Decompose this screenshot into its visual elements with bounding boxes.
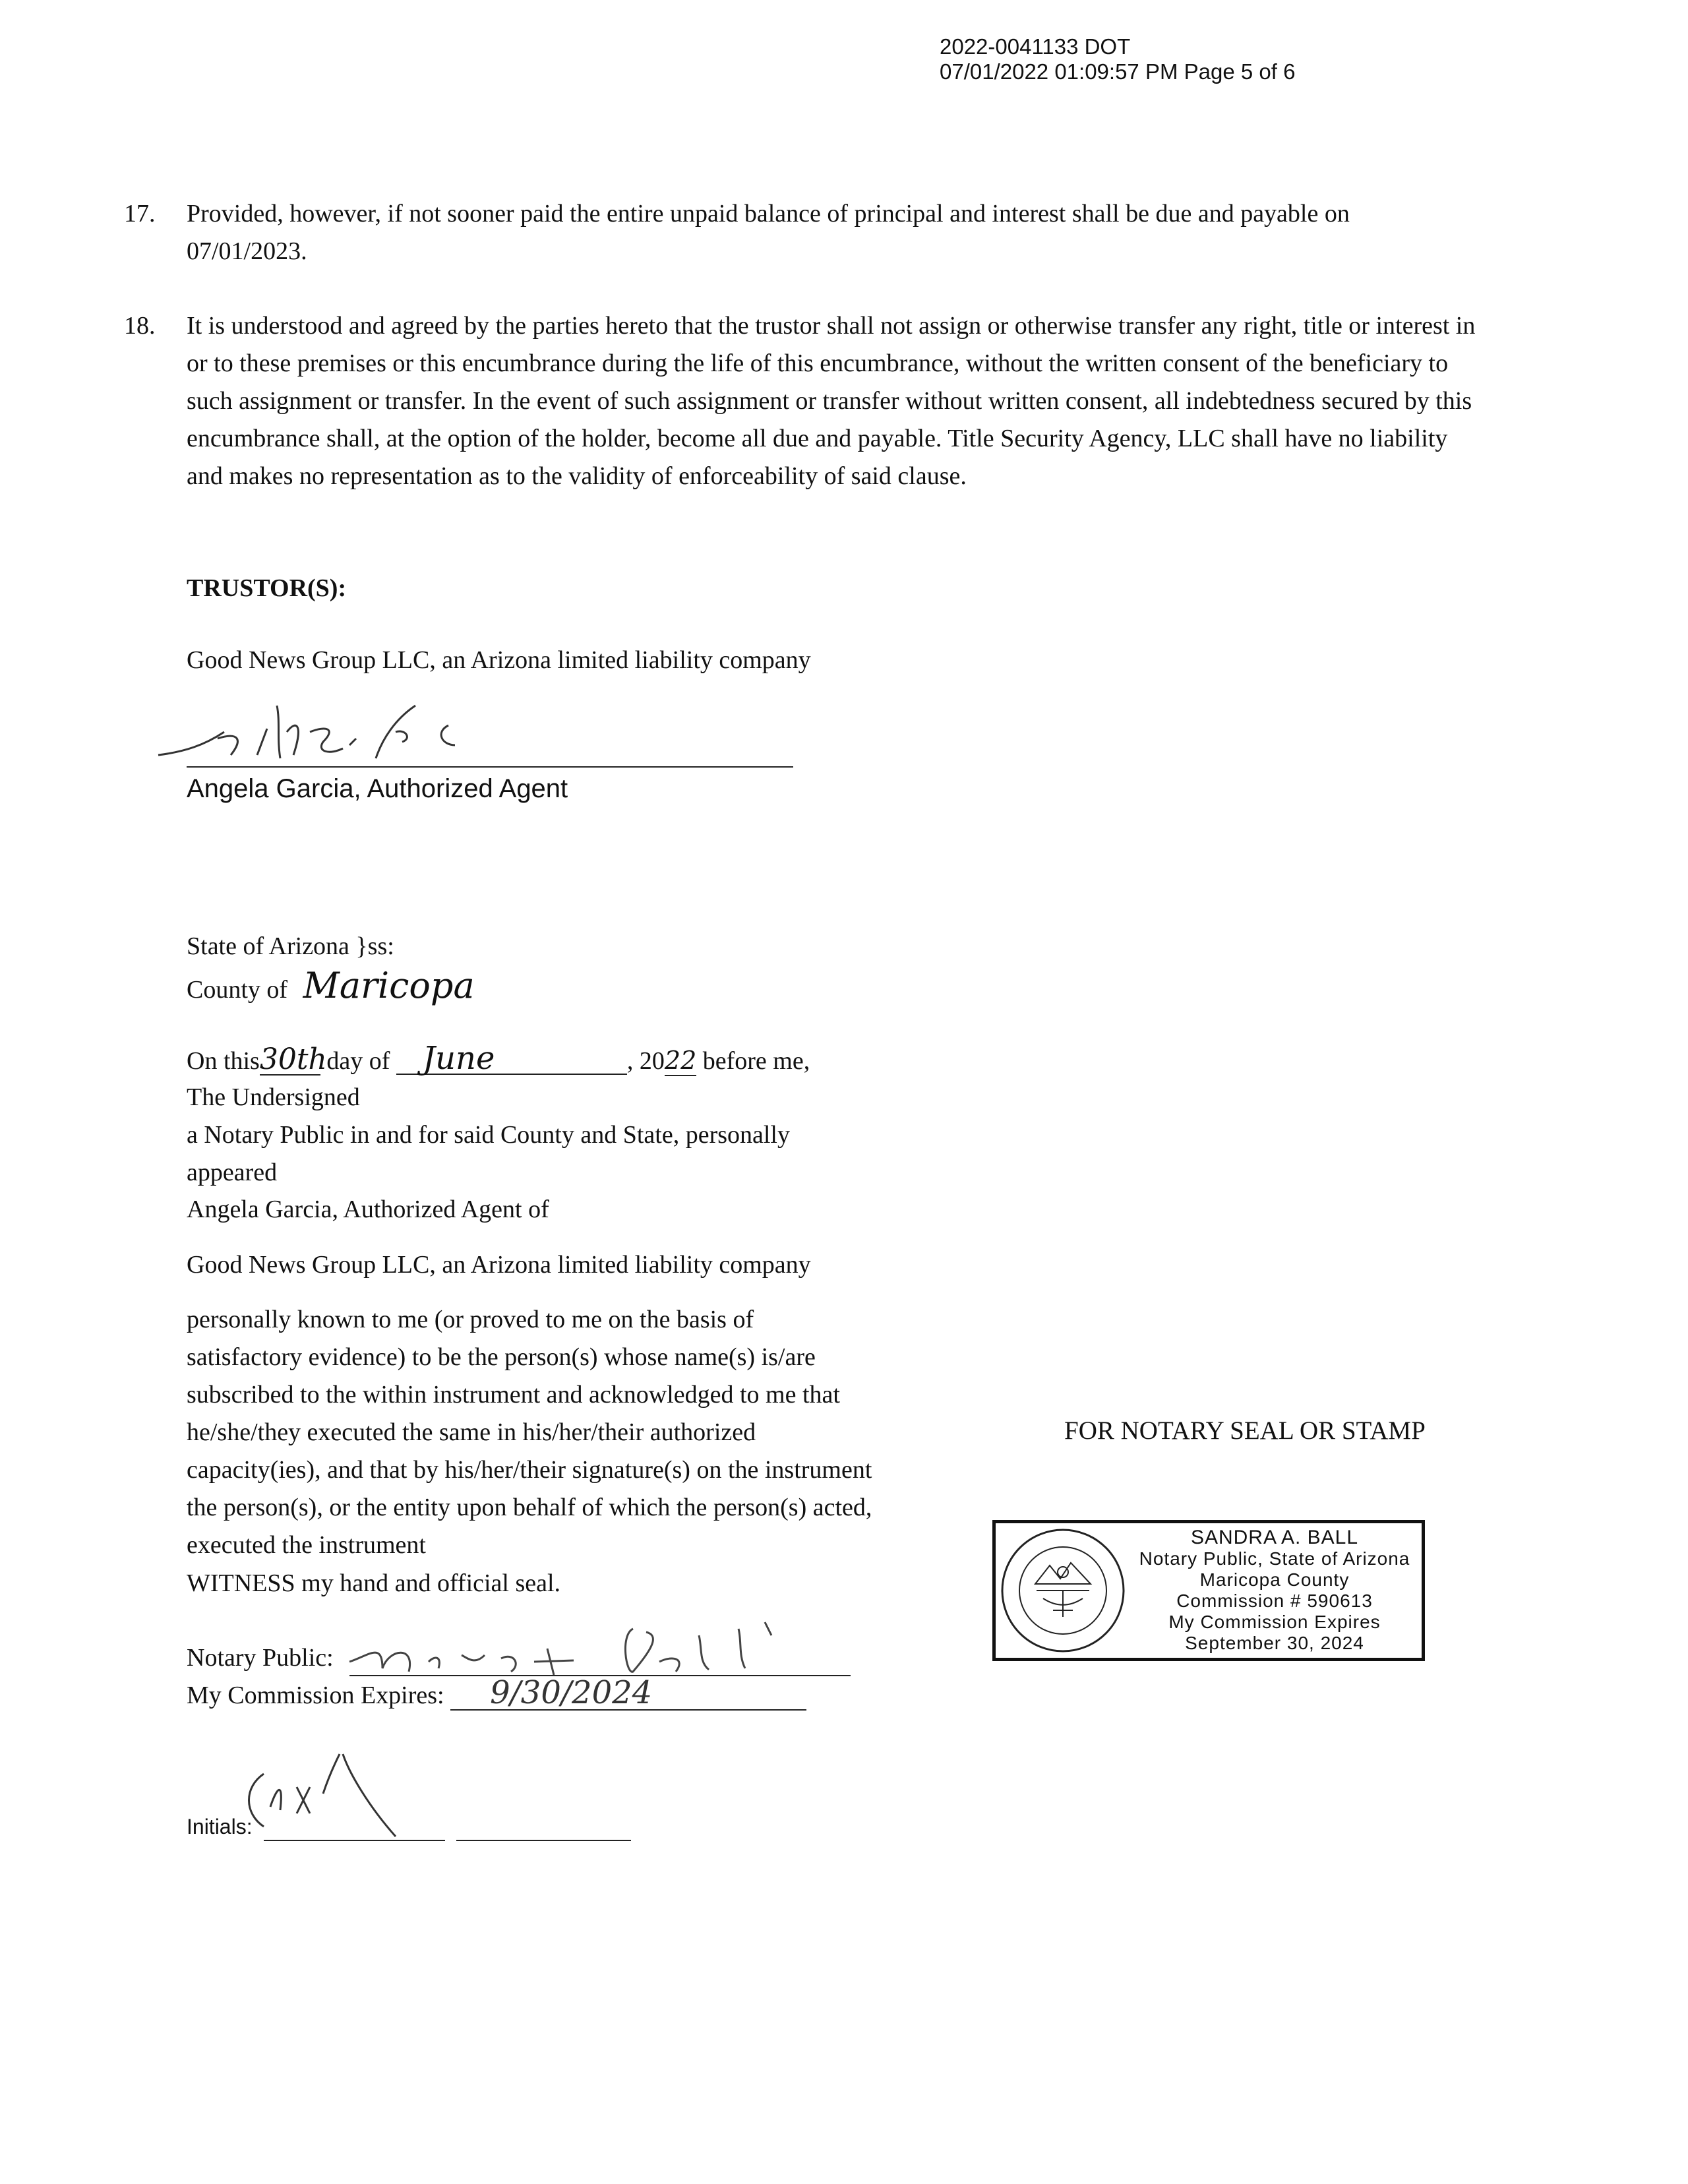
expires-handwritten: 9/30/2024 (450, 1676, 806, 1711)
recording-header (940, 34, 1295, 84)
ack-line: capacity(ies), and that by his/her/their signature(s) on the instrument (187, 1456, 872, 1484)
undersigned: The Undersigned (187, 1083, 360, 1111)
recording-stamp: 07/01/2022 01:09:57 PM Page 5 of 6 (940, 59, 1296, 84)
day-handwritten: 30th (259, 1043, 327, 1076)
day-of-label: day of (326, 1047, 390, 1075)
county-label: County of (187, 976, 288, 1004)
county-line (187, 967, 475, 1009)
trustor-signature (145, 692, 514, 772)
initials-label: Initials: (187, 1815, 253, 1838)
state-venue: State of Arizona }ss: (187, 932, 394, 960)
ack-line: the person(s), or the entity upon behalf of which the person(s) acted, (187, 1494, 872, 1521)
notary-public-line: a Notary Public in and for said County and State, personally (187, 1121, 790, 1149)
clause-text: It is understood and agreed by the parties hereto that the trustor shall not assign or otherwise transfer any right, title or interest in or to these premises or this encumbrance during the life of this encumbrance, without the written consent of the beneficiary to such assignment or transfer. In the event of such assignment or transfer without written consent, all indebtedness secured by this encumbrance shall, at the option of the holder, become all due and payable. Title Security Agency, LLC shall have no liability and makes no representation as to the validity of enforceability of said clause. (187, 312, 1476, 490)
county-handwritten: Maricopa (303, 965, 475, 1006)
initials-handwritten (237, 1747, 435, 1840)
acknowledgment-text (187, 1301, 978, 1564)
date-line (187, 1042, 810, 1080)
trustor-heading: TRUSTOR(S): (187, 574, 347, 602)
seal-line: September 30, 2024 (1185, 1633, 1364, 1653)
seal-line: Maricopa County (1199, 1569, 1350, 1590)
initials-line-2 (456, 1840, 631, 1841)
agent-line: Angela Garcia, Authorized Agent of (187, 1196, 549, 1223)
seal-text (1128, 1527, 1422, 1654)
witness-line: WITNESS my hand and official seal. (187, 1569, 561, 1597)
ack-line: executed the instrument (187, 1531, 426, 1559)
clause-number: 17. (124, 200, 156, 228)
seal-notary-name: SANDRA A. BALL (1190, 1527, 1359, 1548)
year-prefix: , 20 (626, 1047, 665, 1075)
seal-line: Commission # 590613 (1176, 1591, 1373, 1611)
trustor-signer: Angela Garcia, Authorized Agent (187, 774, 568, 803)
initials-line-1 (264, 1840, 445, 1841)
document-id: 2022-0041133 DOT (940, 34, 1131, 59)
notary-signature (343, 1609, 818, 1682)
trustor-company: Good News Group LLC, an Arizona limited liability company (187, 646, 811, 674)
trustor-signature-line (187, 766, 793, 768)
seal-line: Notary Public, State of Arizona (1139, 1548, 1410, 1569)
expires-line (187, 1676, 806, 1714)
year-handwritten: 22 (664, 1046, 697, 1075)
ack-line: subscribed to the within instrument and acknowledged to me that (187, 1381, 840, 1409)
on-this-label: On this (187, 1047, 260, 1075)
notary-seal (992, 1520, 1425, 1661)
notary-company: Good News Group LLC, an Arizona limited liability company (187, 1251, 811, 1279)
ack-line: satisfactory evidence) to be the person(s) whose name(s) is/are (187, 1343, 816, 1371)
notary-public-label: Notary Public: (187, 1644, 334, 1672)
month-handwritten: June (396, 1043, 627, 1075)
clause-18 (124, 307, 1479, 495)
seal-caption: FOR NOTARY SEAL OR STAMP (1064, 1416, 1426, 1445)
clause-text: Provided, however, if not sooner paid the entire unpaid balance of principal and interest shall be due and payable on 07/01/2023. (187, 200, 1350, 265)
before-me-label: before me, (702, 1047, 810, 1075)
expires-label: My Commission Expires: (187, 1682, 444, 1709)
ack-line: personally known to me (or proved to me on the basis of (187, 1306, 754, 1333)
appeared: appeared (187, 1159, 278, 1186)
arizona-seal-emblem (997, 1525, 1129, 1656)
seal-line: My Commission Expires (1168, 1612, 1381, 1632)
clause-number: 18. (124, 312, 156, 340)
clause-17 (124, 195, 1472, 270)
ack-line: he/she/they executed the same in his/her/their authorized (187, 1418, 756, 1446)
